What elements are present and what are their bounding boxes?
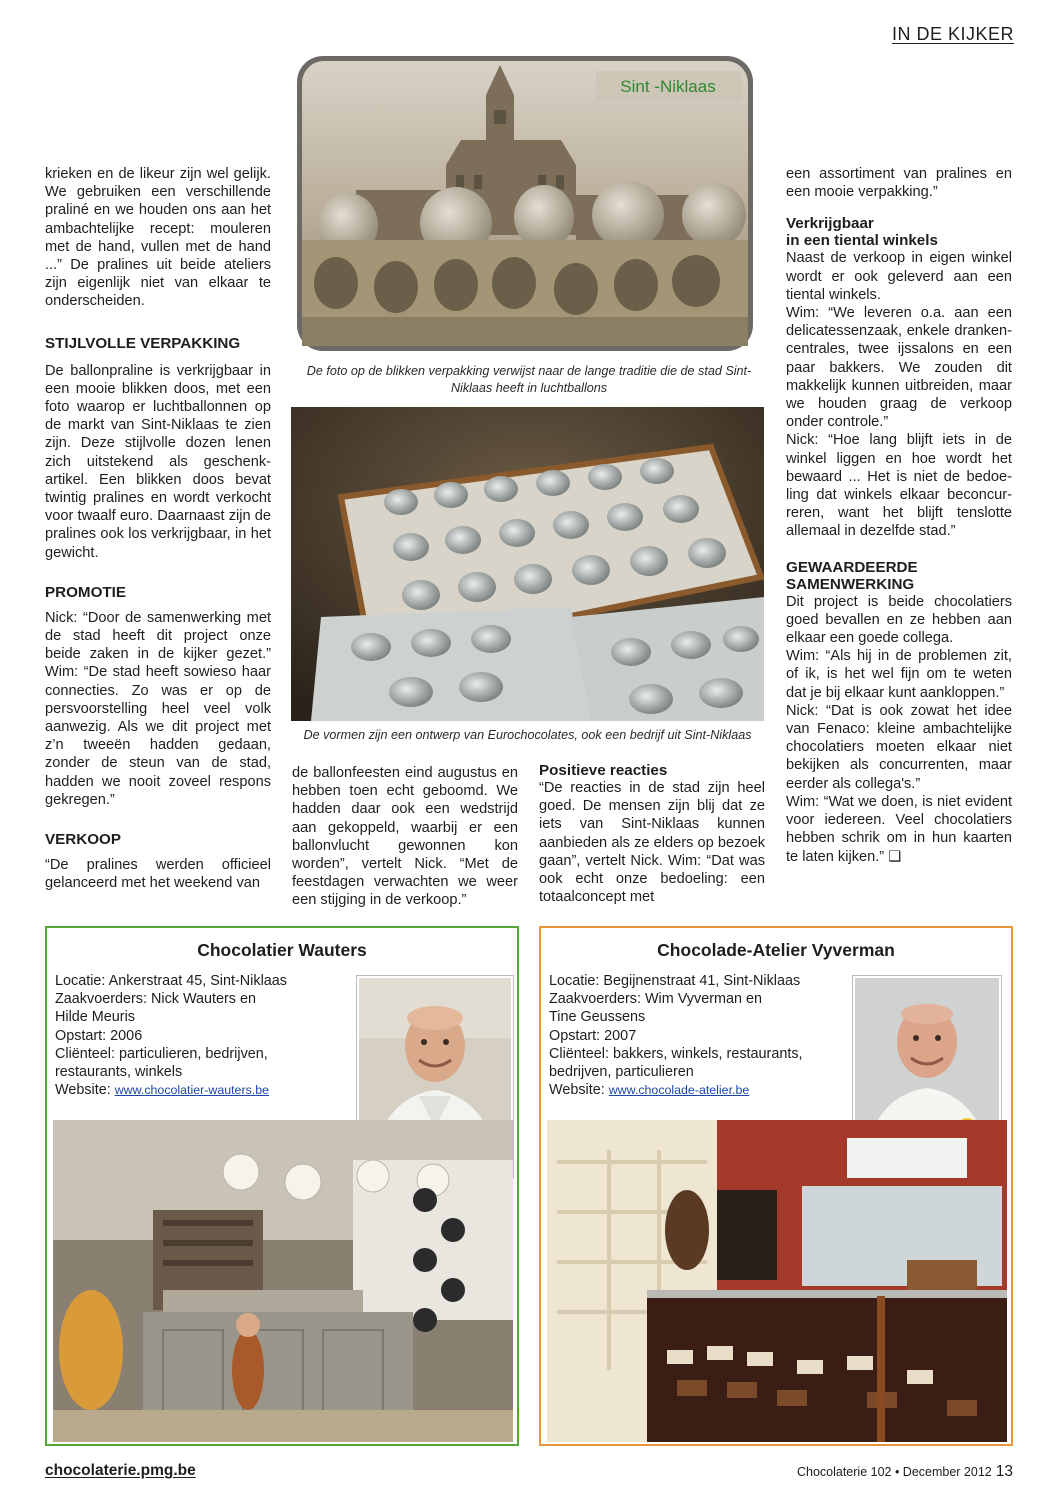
paragraph: De ballonpraline is verkrijgbaar in een mooie blikken doos, met een foto waarop er luchtballonnen op de markt van Sint-Niklaas te zien zijn. Deze stijlvolle dozen lenen zich uitstekend als geschenkartikel. Een blikken doos bevat twintig pralines en wordt verkocht voor twaalf euro. Daarnaast zijn de pralines ook los verkrijgbaar, in het gewicht.: [45, 362, 271, 561]
info-line: Locatie: Begijnenstraat 41, Sint-Niklaas: [549, 973, 801, 989]
tin-box-photo: [296, 55, 754, 352]
article-column-2: [292, 764, 518, 910]
info-box-wauters: [45, 926, 519, 1446]
info-line: Opstart: 2007: [549, 1027, 637, 1044]
photo-caption: De vormen zijn een ontwerp van Eurochocolates, ook een bedrijf uit Sint-Niklaas: [303, 728, 752, 742]
box-title: Chocolatier Wauters: [197, 940, 367, 960]
info-line: Cliënteel: bakkers, winkels, restaurants,: [549, 1045, 803, 1062]
chocolate-mold-photo: [291, 407, 764, 721]
paragraph: Wim: “We leveren o.a. aan een delicatessenzaak, enkele drankencentrales, twee ijssalons en een paar bakkers. We zouden dit makkelijk kunnen uitbreiden, maar we houden graag de verkoop onder controle.”: [786, 305, 1012, 431]
subheading: SAMENWERKING: [786, 575, 915, 593]
subheading: GEWAARDEERDE: [786, 558, 918, 576]
page-number: 13: [995, 1463, 1013, 1480]
paragraph: Nick: “Dat is ook zowat het idee van Fenaco: kleine ambachtelijke chocolatiers moeten elkaar niet bekijken als concurrenten, maar eerder als collega's.”: [786, 702, 1012, 792]
website-link[interactable]: www.chocolatier-wauters.be: [114, 1083, 269, 1098]
tin-label: Sint -Niklaas: [620, 77, 716, 96]
paragraph: Wim: “Als hij in de problemen zit, of ik, is het wel fijn om te weten dat je bij elkaar kunt aankloppen.”: [786, 648, 1012, 701]
info-line: Opstart: 2006: [55, 1027, 143, 1044]
info-box-vyverman: [539, 926, 1013, 1446]
info-line: restaurants, winkels: [55, 1064, 183, 1081]
photo-caption: De foto op de blikken verpakking verwijst naar de lange traditie die de stad Sint-Niklaas heeft in luchtballons: [306, 364, 752, 395]
subheading: in een tiental winkels: [786, 232, 938, 250]
subheading: VERKOOP: [45, 831, 121, 849]
paragraph: “De pralines werden officieel gelanceerd met het weekend van: [45, 857, 271, 892]
website-link[interactable]: www.chocolade-atelier.be: [608, 1083, 750, 1098]
info-line: Website: www.chocolatier-wauters.be: [55, 1082, 269, 1099]
paragraph: Naast de verkoop in eigen winkel wordt er ook geleverd aan een tiental winkels.: [786, 250, 1012, 303]
paragraph: Wim: “Wat we doen, is niet evident voor iedereen. Veel chocolatiers hebben schrik om in hun kaarten te laten kijken.” ❑: [786, 793, 1012, 865]
footer-site-link[interactable]: chocolaterie.pmg.be: [45, 1462, 196, 1479]
info-line: Locatie: Ankerstraat 45, Sint-Niklaas: [55, 973, 287, 989]
info-line: Cliënteel: particulieren, bedrijven,: [55, 1045, 268, 1062]
subheading: Positieve reacties: [539, 762, 668, 779]
article-column-4: [786, 165, 1012, 866]
paragraph: “De reacties in de stad zijn heel goed. De mensen zijn blij dat ze iets van Sint-Niklaas kunnen aanbieden als ze elders op bezoek gaan”, vertelt Nick. Wim: “Dat was ook echt onze bedoeling: een totaalconcept met: [539, 780, 765, 906]
box-title: Chocolade-Atelier Vyverman: [657, 940, 895, 960]
info-line: Zaakvoerders: Nick Wauters en: [55, 991, 257, 1008]
subheading: Verkrijgbaar: [786, 215, 874, 233]
info-line: Zaakvoerders: Wim Vyverman en: [549, 991, 762, 1008]
article-column-3: [539, 762, 765, 906]
info-line: Hilde Meuris: [55, 1009, 135, 1026]
info-line: Tine Geussens: [549, 1009, 646, 1026]
paragraph: Dit project is beide chocolatiers goed bevallen en ze hebben aan elkaar een goede collega.: [786, 593, 1012, 647]
shop-photo: [53, 1120, 513, 1442]
paragraph: Nick: “Hoe lang blijft iets in de winkel liggen en hoe wordt het bewaard ... Het is niet de bedoeling dat winkels elkaar beconcurreren, want het blijft tenslotte allemaal in dezelfde stad.”: [786, 432, 1012, 540]
info-line: Website: www.chocolade-atelier.be: [549, 1082, 750, 1099]
end-mark: ❑: [888, 848, 902, 865]
paragraph: Nick: “Door de samenwerking met de stad heeft dit project onze beide zaken in de kijker gezet.” Wim: “De stad heeft sowieso haar connecties. Zo was er op de persvoorstelling heel veel volk aanwezig. Als we dit project met z’n tweeën hadden gedaan, zonder de steun van de stad, hadden we nooit zoveel respons gekregen.”: [45, 609, 271, 808]
company-info: [549, 972, 849, 1099]
section-tag: IN DE KIJKER: [891, 24, 1014, 44]
article-column-1: [45, 165, 271, 893]
info-line: bedrijven, particulieren: [549, 1064, 694, 1081]
shop-photo: [547, 1120, 1007, 1442]
subheading: PROMOTIE: [45, 583, 127, 601]
paragraph: een assortiment van pralines en een mooie verpakking.”: [786, 166, 1012, 201]
footer-issue: Chocolaterie 102 • December 2012 13: [796, 1463, 1013, 1480]
paragraph: krieken en de likeur zijn wel gelijk. We gebruiken een verschillende praliné en we houden ons aan het ambachtelijke recept: mouleren met de hand, vullen met de hand ...” De pralines uit beide ateliers zijn eigenlijk niet van elkaar te onderscheiden.: [45, 166, 271, 310]
company-info: [55, 972, 355, 1099]
subheading: STIJLVOLLE VERPAKKING: [45, 334, 241, 352]
paragraph: de ballonfeesten eind augustus en hebben toen echt geboomd. We hadden daar ook een wedstrijd aan gekoppeld, waarbij er een ballonvlucht gewonnen kon worden”, vertelt Nick. “Met de feestdagen verwachten we weer een stijging in de verkoop.”: [292, 765, 518, 909]
